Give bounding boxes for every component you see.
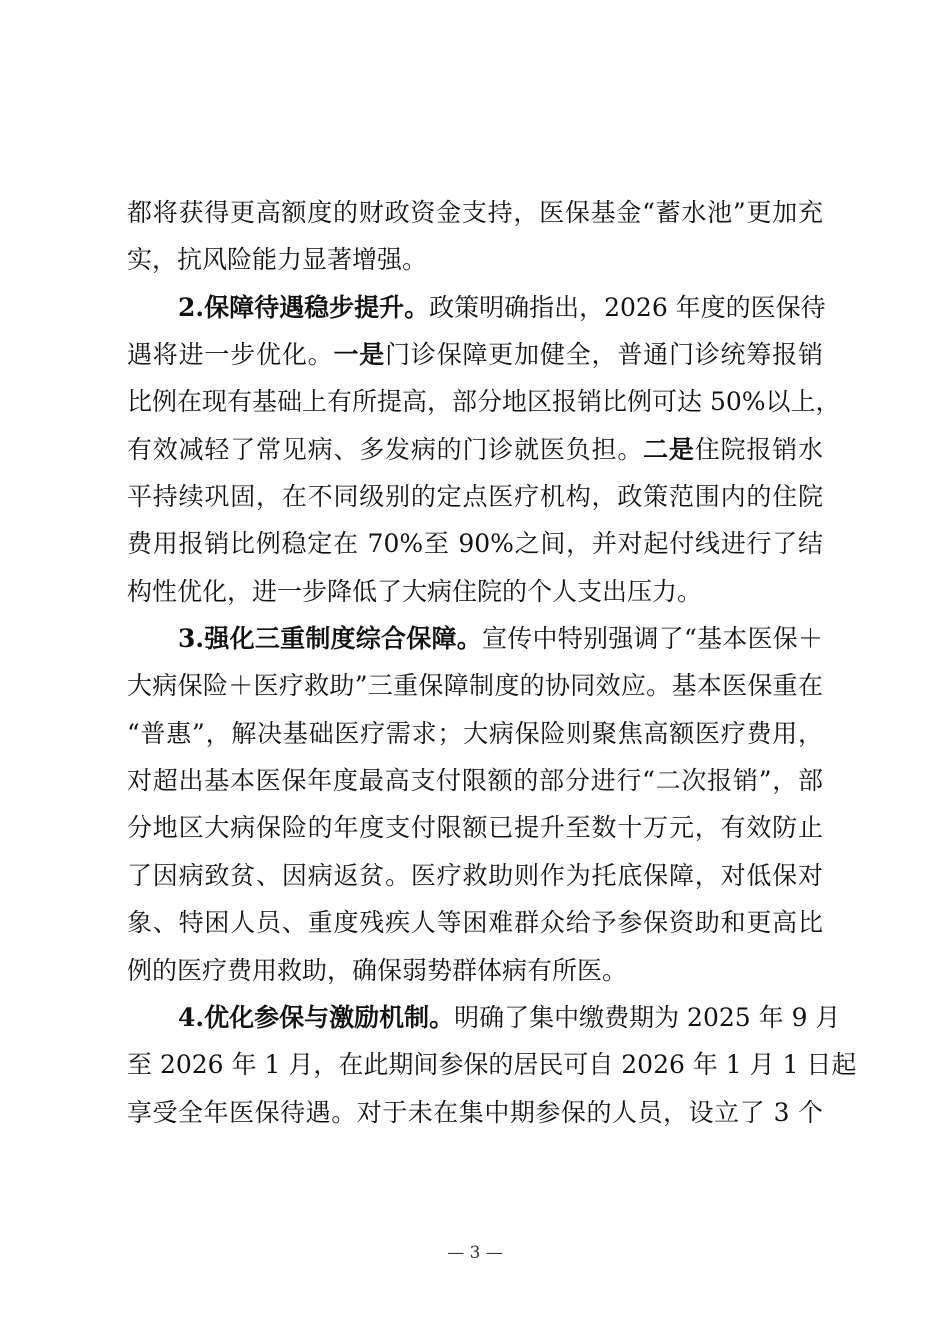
bold-text-segment: 一是 [333,340,386,370]
text-segment: 分地区大病保险的年度支付限额已提升至数十万元，有效防止 [127,813,823,843]
text-segment: 都将获得更高额度的财政资金支持，医保基金“蓄水池”更加充 [127,198,823,227]
page-number: — 3 — [447,1243,503,1263]
text-line [127,331,823,378]
text-segment: 费用报销比例稳定在 70%至 90%之间，并对起付线进行了结 [127,529,823,559]
text-segment: 了因病致贫、因病返贫。医疗救助则作为托底保障，对低保对 [127,860,823,890]
bold-text-segment: 二是 [643,434,695,464]
text-segment: 享受全年医保待遇。对于未在集中期参保的人员，设立了 3 个 [127,1097,823,1127]
text-line [127,1089,823,1136]
bold-text-segment: 4.优化参保与激励机制。 [178,1002,455,1032]
text-segment: 对超出基本医保年度最高支付限额的部分进行“二次报销”，部 [127,766,823,796]
text-line [127,662,823,709]
text-segment: 明确了集中缴费期为 2025 年 9 月 [454,1002,841,1032]
text-segment: 有效减轻了常见病、多发病的门诊就医负担。 [127,434,644,464]
text-line [127,947,823,994]
text-segment: 平持续巩固，在不同级别的定点医疗机构，政策范围内的住院 [127,482,823,512]
text-segment: 构性优化，进一步降低了大病住院的个人支出压力。 [127,576,703,606]
text-segment: 遇将进一步优化。 [127,340,334,370]
text-segment: 宣传中特别强调了“基本医保＋ [482,624,823,654]
text-line [127,710,823,757]
text-line [127,520,823,567]
bold-text-segment: 3.强化三重制度综合保障。 [178,624,483,654]
text-line [127,473,823,520]
text-segment: 门诊保障更加健全，普通门诊统筹报销 [385,340,823,370]
bold-text-segment: 2.保障待遇稳步提升。 [178,292,430,322]
text-line [127,426,823,473]
document-body [127,189,857,1136]
text-line [127,804,823,851]
text-line [127,284,826,331]
text-segment: 大病保险＋医疗救助”三重保障制度的协同效应。基本医保重在 [127,671,823,701]
text-segment: 政策明确指出，2026 年度的医保待 [429,292,826,322]
text-segment: 比例在现有基础上有所提高，部分地区报销比例可达 50%以上， [127,387,841,417]
text-segment: 象、特困人员、重度残疾人等困难群众给予参保资助和更高比 [127,908,823,938]
text-segment: “普惠”，解决基础医疗需求；大病保险则聚焦高额医疗费用， [127,718,823,748]
text-line [127,994,841,1041]
text-line [127,757,823,804]
text-line [127,852,823,899]
text-line [127,1041,857,1088]
text-line [127,236,823,283]
text-line [127,615,823,662]
text-segment: 实，抗风险能力显著增强。 [127,245,428,275]
text-segment: 住院报销水 [694,434,823,464]
text-line [127,568,823,615]
text-line [127,378,841,425]
text-line [127,189,823,236]
text-segment: 至 2026 年 1 月，在此期间参保的居民可自 2026 年 1 月 1 日起 [127,1050,857,1080]
text-line [127,899,823,946]
text-segment: 例的医疗费用救助，确保弱势群体病有所医。 [127,955,628,985]
